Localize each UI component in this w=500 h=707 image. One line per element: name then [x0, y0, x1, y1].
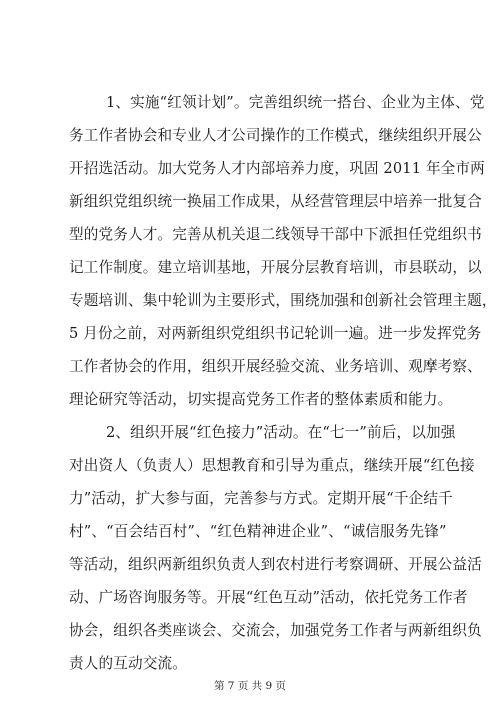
- page-footer: 第 7 页 共 9 页: [213, 680, 287, 692]
- body-line: 型的党务人才。完善从机关退二线领导干部中下派担任党组织书: [69, 226, 482, 243]
- body-line: 村”、“百会结百村”、“红色精神进企业”、“诚信服务先锋”: [69, 523, 447, 540]
- body-line: 务工作者协会和专业人才公司操作的工作模式，继续组织开展公: [69, 127, 482, 144]
- body-line: 记工作制度。建立培训基地，开展分层教育培训，市县联动，以: [69, 259, 482, 276]
- body-line: 2、组织开展“红色接力”活动。在“七一”前后，以加强: [106, 424, 456, 441]
- body-line: 等活动，组织两新组织负责人到农村进行考察调研、开展公益活: [69, 556, 482, 573]
- body-line: 力”活动，扩大参与面，完善参与方式。定期开展“千企结千: [69, 490, 453, 507]
- body-line: 理论研究等活动，切实提高党务工作者的整体素质和能力。: [69, 391, 453, 408]
- body-line: 协会，组织各类座谈会、交流会，加强党务工作者与两新组织负: [69, 622, 482, 639]
- body-line: 对出资人（负责人）思想教育和引导为重点，继续开展“红色接: [69, 457, 475, 474]
- body-line: 5 月份之前，对两新组织党组织书记轮训一遍。进一步发挥党务: [69, 325, 482, 342]
- body-line: 新组织党组织统一换届工作成果，从经营管理层中培养一批复合: [69, 193, 482, 210]
- body-line: 开招选活动。加大党务人才内部培养力度，巩固 2011 年全市两: [69, 160, 485, 177]
- body-line: 责人的互动交流。: [69, 655, 187, 672]
- body-line: 专题培训、集中轮训为主要形式，围绕加强和创新社会管理主题，: [69, 292, 497, 309]
- body-line: 工作者协会的作用，组织开展经验交流、业务培训、观摩考察、: [69, 358, 482, 375]
- body-line: 1、实施“红领计划”。完善组织统一搭台、企业为主体、党: [106, 94, 485, 111]
- body-line: 动、广场咨询服务等。开展“红色互动”活动，依托党务工作者: [69, 589, 468, 606]
